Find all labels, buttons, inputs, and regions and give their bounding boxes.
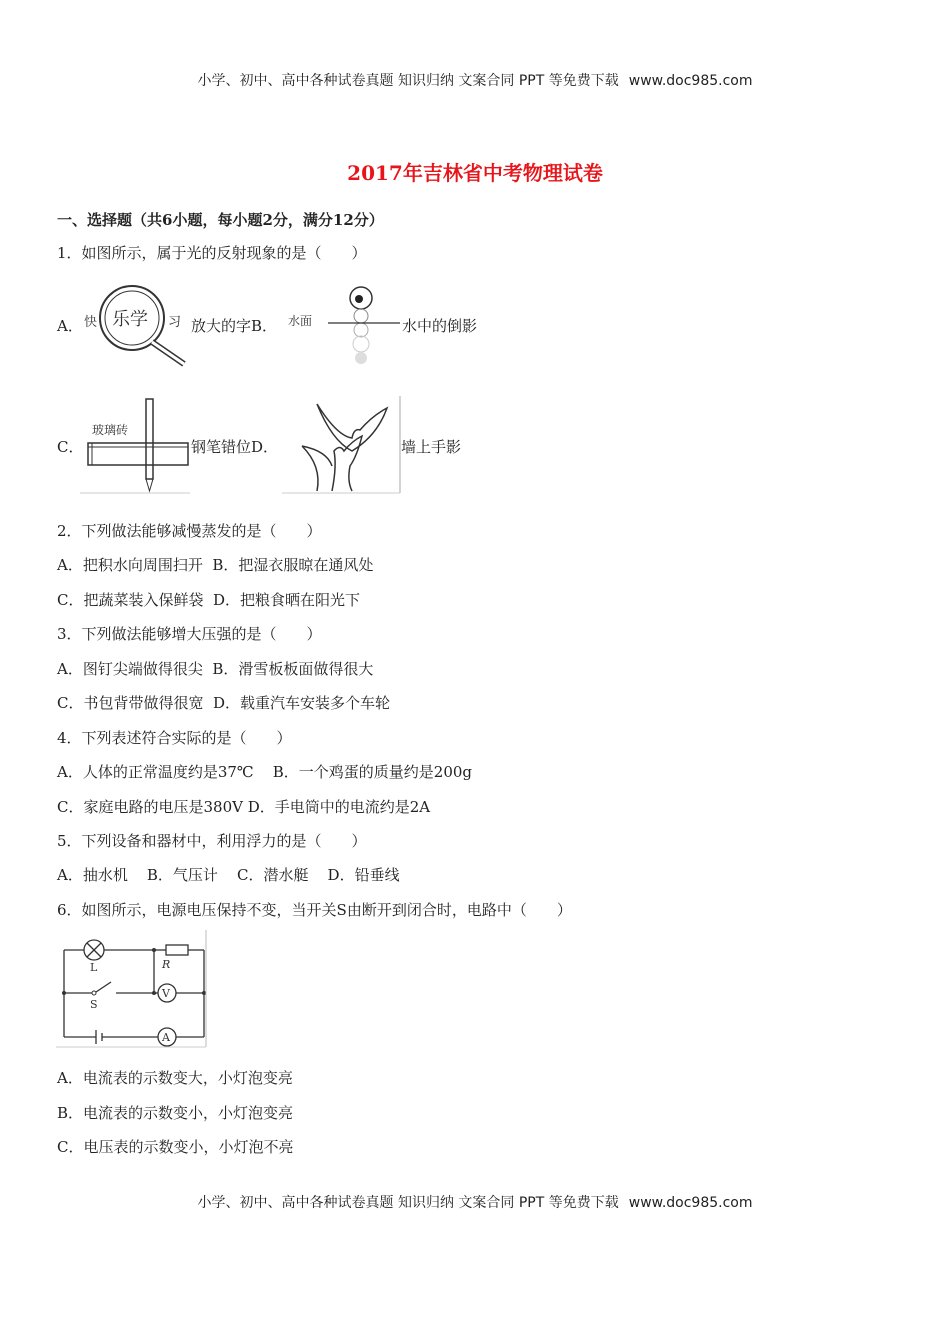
fig-word-water-surface: 水面 <box>288 314 313 328</box>
q1-option-d-label: D． <box>251 438 279 456</box>
q6-option-a: A．电流表的示数变大，小灯泡变亮 <box>57 1069 293 1087</box>
fig-word-1: 快 <box>84 315 98 330</box>
q2-options-row2: C．把蔬菜装入保鲜袋 D．把粮食晒在阳光下 <box>57 591 361 609</box>
lamp-label: L <box>90 961 98 974</box>
q1-option-a-text: 放大的字 <box>191 317 252 335</box>
page-footer <box>0 1192 950 1212</box>
q3-stem: 3．下列做法能够增大压强的是（ ） <box>57 625 322 643</box>
reflection-figure <box>283 278 403 370</box>
q1-option-d-text: 墙上手影 <box>401 438 462 456</box>
page-title: 2017年吉林省中考物理试卷 <box>347 161 603 185</box>
q1-option-c-label: C． <box>57 438 84 456</box>
q6-option-c: C．电压表的示数变小，小灯泡不亮 <box>57 1138 294 1156</box>
hand-shadow-figure <box>282 396 402 494</box>
q4-stem: 4．下列表述符合实际的是（ ） <box>57 729 292 747</box>
header-url[interactable]: www.doc985.com <box>628 73 753 89</box>
q1-option-b-label: B． <box>251 317 278 335</box>
q1-option-c-text: 钢笔错位 <box>191 438 252 456</box>
q1-option-b-text: 水中的倒影 <box>402 317 478 335</box>
fig-word-glass-brick: 玻璃砖 <box>92 423 129 437</box>
section-heading: 一、选择题（共6小题，每小题2分，满分12分） <box>57 211 384 229</box>
page-header <box>0 70 950 90</box>
fig-word-2: 乐学 <box>112 309 148 330</box>
resistor-label: R <box>162 958 171 971</box>
fig-word-3: 习 <box>168 315 182 330</box>
footer-text: 小学、初中、高中各种试卷真题 知识归纳 文案合同 PPT 等免费下载 <box>197 1195 619 1211</box>
q5-options-row1: A．抽水机 B．气压计 C．潜水艇 D．铅垂线 <box>57 866 400 884</box>
q1-option-a-label: A． <box>57 317 83 335</box>
magnifier-figure <box>80 280 190 370</box>
glass-brick-figure <box>80 397 190 495</box>
circuit-diagram <box>56 930 208 1048</box>
voltmeter-label: V <box>162 987 170 1000</box>
switch-label: S <box>90 998 98 1011</box>
q6-stem: 6．如图所示，电源电压保持不变，当开关S由断开到闭合时，电路中（ ） <box>57 901 572 919</box>
q4-options-row1: A．人体的正常温度约是37℃ B．一个鸡蛋的质量约是200g <box>57 763 473 781</box>
ammeter-label: A <box>162 1031 170 1044</box>
q4-options-row2: C．家庭电路的电压是380V D．手电筒中的电流约是2A <box>57 798 431 816</box>
q2-options-row1: A．把积水向周围扫开 B．把湿衣服晾在通风处 <box>57 556 374 574</box>
q5-stem: 5．下列设备和器材中，利用浮力的是（ ） <box>57 832 367 850</box>
q2-stem: 2．下列做法能够减慢蒸发的是（ ） <box>57 522 322 540</box>
header-text: 小学、初中、高中各种试卷真题 知识归纳 文案合同 PPT 等免费下载 <box>197 73 619 89</box>
q6-option-b: B．电流表的示数变小，小灯泡变亮 <box>57 1104 294 1122</box>
q3-options-row1: A．图钉尖端做得很尖 B．滑雪板板面做得很大 <box>57 660 374 678</box>
footer-url[interactable]: www.doc985.com <box>628 1195 753 1211</box>
q1-stem: 1．如图所示，属于光的反射现象的是（ ） <box>57 244 367 262</box>
q3-options-row2: C．书包背带做得很宽 D．载重汽车安装多个车轮 <box>57 694 391 712</box>
